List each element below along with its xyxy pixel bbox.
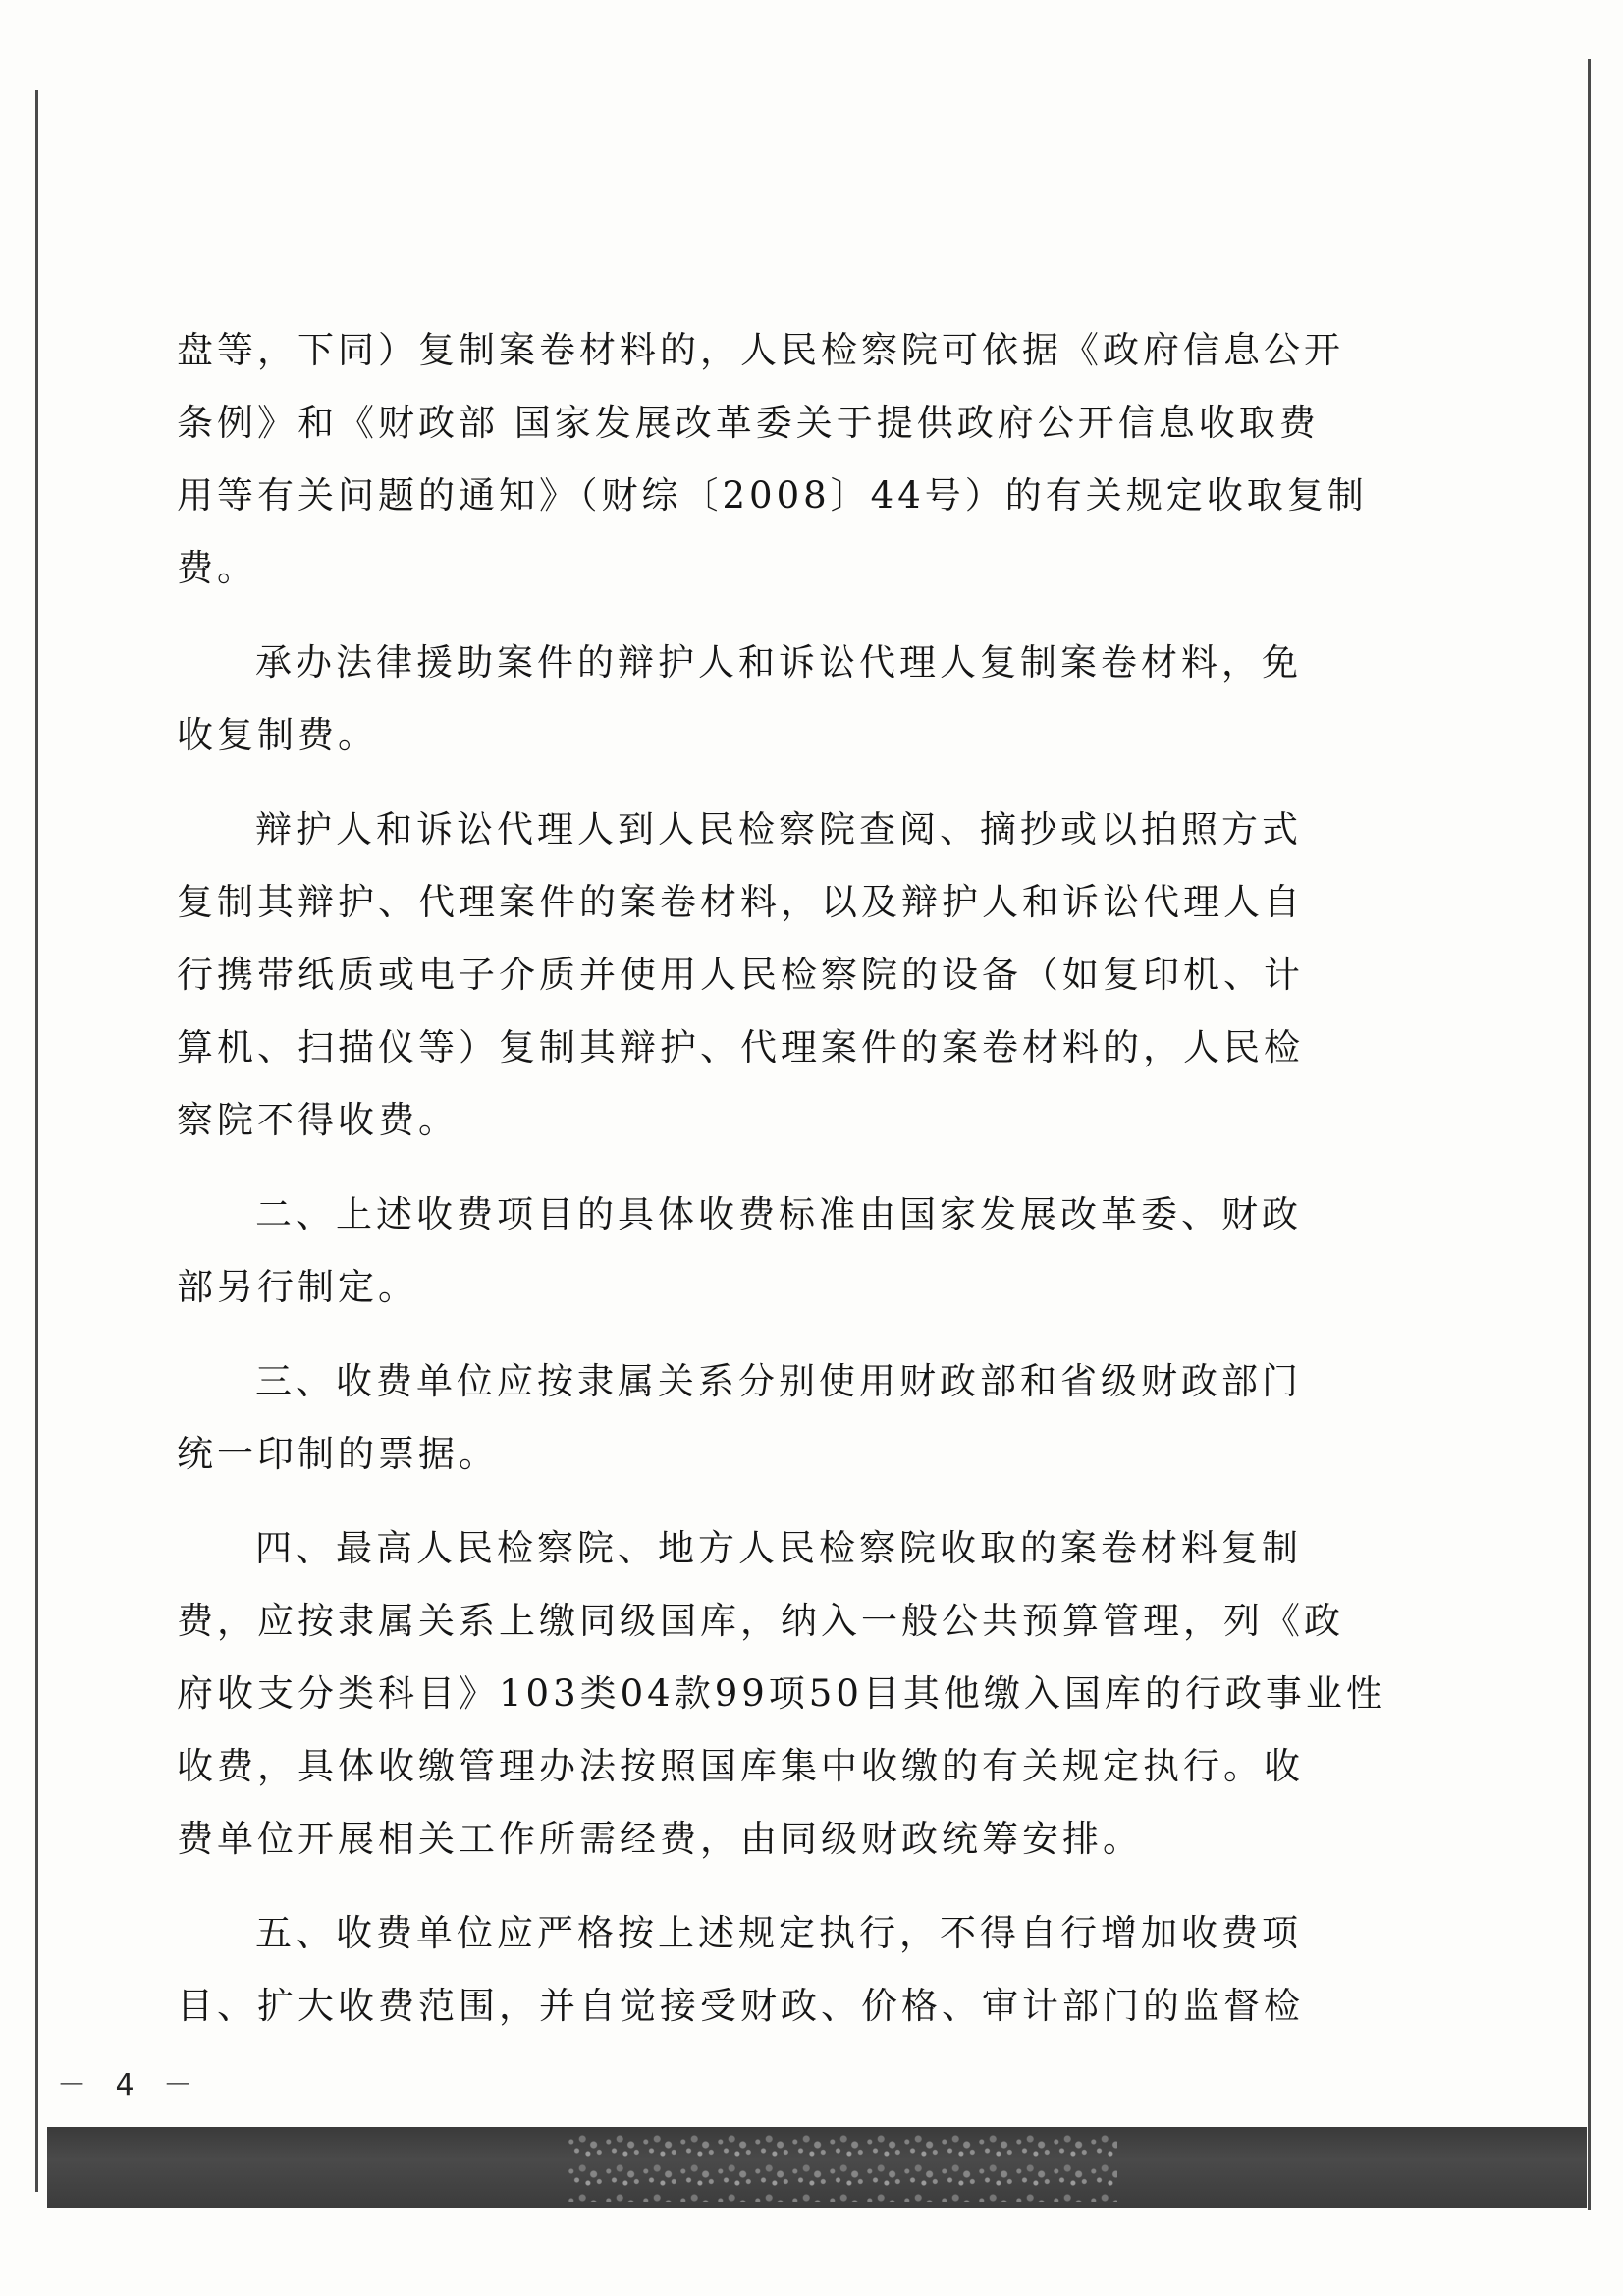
- text-line: 行携带纸质或电子介质并使用人民检察院的设备（如复印机、计: [177, 954, 1304, 996]
- text-line: 盘等，下同）复制案卷材料的，人民检察院可依据《政府信息公开: [177, 329, 1344, 371]
- text-line: 统一印制的票据。: [177, 1433, 499, 1475]
- text-line: 复制其辩护、代理案件的案卷材料，以及辩护人和诉讼代理人自: [177, 881, 1304, 923]
- text-line: 三、收费单位应按隶属关系分别使用财政部和省级财政部门: [255, 1360, 1302, 1402]
- text-line: 用等有关问题的通知》（财综〔2008〕44号）的有关规定收取复制: [177, 474, 1368, 517]
- text-line: 费单位开展相关工作所需经费，由同级财政统筹安排。: [177, 1818, 1143, 1860]
- text-line: 条例》和《财政部 国家发展改革委关于提供政府公开信息收取费: [177, 402, 1320, 444]
- text-line: 部另行制定。: [177, 1266, 418, 1308]
- text-line: 二、上述收费项目的具体收费标准由国家发展改革委、财政: [255, 1193, 1302, 1235]
- text-line: 府收支分类科目》103类04款99项50目其他缴入国库的行政事业性: [177, 1672, 1386, 1715]
- text-line: 费。: [177, 547, 257, 589]
- scan-edge-right: [1588, 59, 1591, 2210]
- scan-noise: [568, 2133, 1117, 2202]
- text-line: 算机、扫描仪等）复制其辩护、代理案件的案卷材料的，人民检: [177, 1026, 1304, 1068]
- scan-edge-left: [35, 90, 38, 2192]
- page-number: － 4 －: [57, 2068, 203, 2103]
- text-line: 察院不得收费。: [177, 1099, 459, 1141]
- text-line: 目、扩大收费范围，并自觉接受财政、价格、审计部门的监督检: [177, 1985, 1304, 2027]
- text-line: 五、收费单位应严格按上述规定执行，不得自行增加收费项: [255, 1912, 1302, 1954]
- text-line: 承办法律援助案件的辩护人和诉讼代理人复制案卷材料，免: [255, 641, 1302, 683]
- text-line: 收复制费。: [177, 714, 378, 756]
- text-line: 辩护人和诉讼代理人到人民检察院查阅、摘抄或以拍照方式: [255, 808, 1302, 850]
- text-line: 四、最高人民检察院、地方人民检察院收取的案卷材料复制: [255, 1527, 1302, 1569]
- document-body: [177, 314, 1386, 2043]
- scan-shadow-band: [47, 2127, 1587, 2208]
- text-line: 收费，具体收缴管理办法按照国库集中收缴的有关规定执行。收: [177, 1745, 1304, 1787]
- text-line: 费，应按隶属关系上缴同级国库，纳入一般公共预算管理，列《政: [177, 1600, 1344, 1642]
